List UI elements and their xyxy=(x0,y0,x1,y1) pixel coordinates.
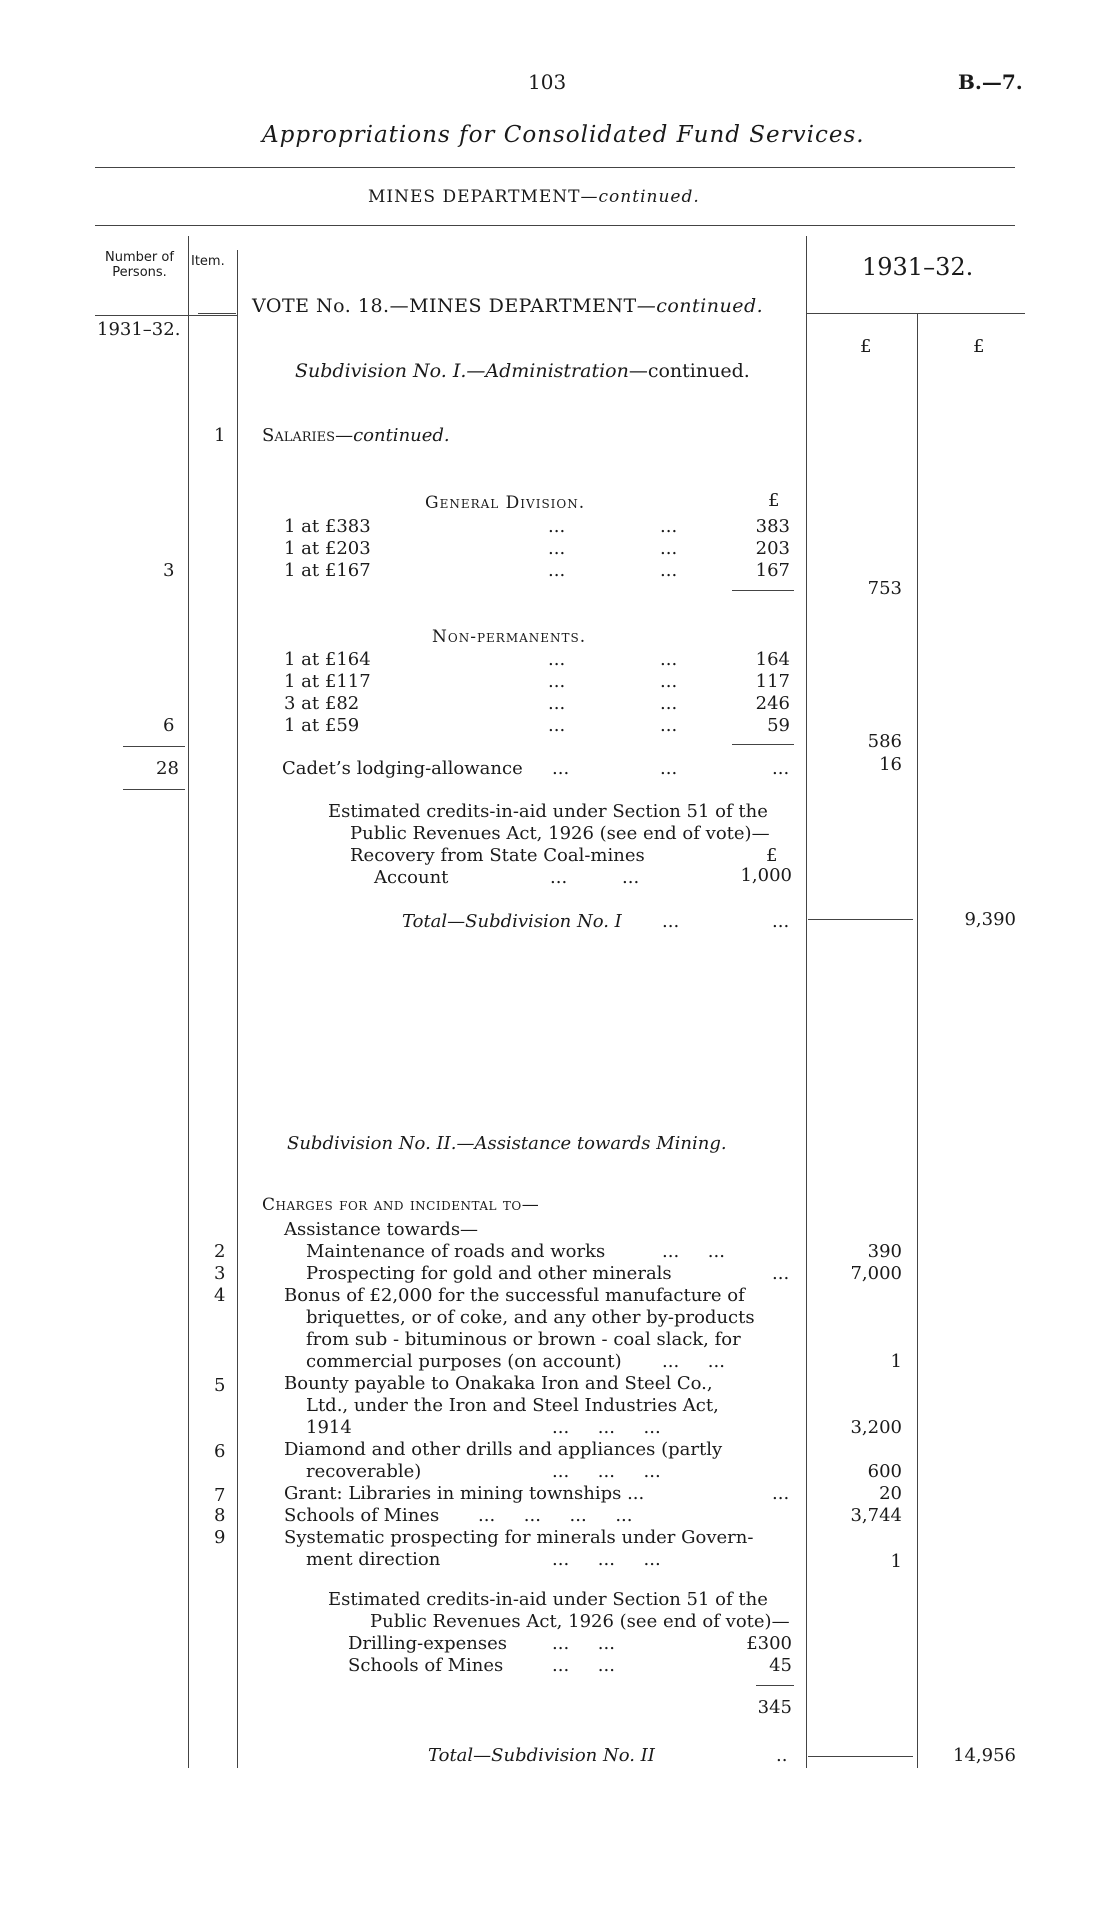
leader-dots: ... xyxy=(622,867,640,888)
leader-dots: ... xyxy=(660,516,678,537)
leader-dots: ... xyxy=(660,671,678,692)
year-column-header: 1931–32. xyxy=(862,253,974,281)
charge-line: 1914 xyxy=(306,1417,352,1438)
total-column-rule xyxy=(917,314,918,1768)
pound-sign-col1: £ xyxy=(860,336,872,357)
subdivision-2-heading: Subdivision No. II.—Assistance towards Mining. xyxy=(287,1133,727,1154)
charge-line: recoverable) xyxy=(306,1461,422,1482)
leader-dots: ... ... ... ... xyxy=(478,1505,633,1526)
item-number-8: 8 xyxy=(214,1505,226,1526)
credits-pound-sign: £ xyxy=(766,845,778,866)
item-number-6: 6 xyxy=(214,1441,226,1462)
amount-column-rule xyxy=(806,236,807,1768)
leader-dots: ... xyxy=(548,693,566,714)
charge-value: 390 xyxy=(867,1241,902,1262)
leader-dots: ... ... ... xyxy=(552,1417,661,1438)
subdivision-1-total-value: 9,390 xyxy=(964,909,1016,930)
nonperm-persons-count: 6 xyxy=(163,715,175,736)
leader-dots: ... xyxy=(548,538,566,559)
charge-value: 1 xyxy=(890,1351,902,1372)
general-row-value: 383 xyxy=(755,516,790,537)
nonperm-row-label: 1 at £117 xyxy=(284,671,371,692)
charge-line: briquettes, or of coke, and any other by-products xyxy=(306,1307,755,1328)
general-subtotal-rule xyxy=(732,590,794,591)
general-division-total: 753 xyxy=(867,578,902,599)
header-rule-top xyxy=(95,167,1015,168)
item-header-rule xyxy=(198,313,236,314)
page-title: Appropriations for Consolidated Fund Services. xyxy=(262,122,865,148)
general-persons-count: 3 xyxy=(163,560,175,581)
charge-value: 7,000 xyxy=(850,1263,902,1284)
persons-column-rule xyxy=(188,236,189,1768)
subdivision-1-total-label: Total—Subdivision No. I xyxy=(402,911,622,932)
nonperm-row-value: 246 xyxy=(755,693,790,714)
leader-dots: ... xyxy=(660,715,678,736)
department-heading: MINES DEPARTMENT—continued. xyxy=(368,187,700,207)
leader-dots: ... xyxy=(550,867,568,888)
non-permanents-heading: Non-permanents. xyxy=(432,627,587,647)
subdivision-2-total-rule xyxy=(808,1756,913,1757)
credits-row-value: £300 xyxy=(746,1633,792,1654)
leader-dots: ... xyxy=(772,758,790,779)
leader-dots: ... xyxy=(772,1483,790,1504)
leader-dots: ... xyxy=(552,758,570,779)
year-header-rule xyxy=(807,313,1025,314)
leader-dots: ... xyxy=(772,911,790,932)
item-number-1: 1 xyxy=(214,425,226,446)
subdivision-1-total-rule xyxy=(808,919,913,920)
item-column-header: Item. xyxy=(191,254,225,269)
nonperm-subtotal-rule xyxy=(732,744,794,745)
leader-dots: ... xyxy=(548,649,566,670)
charge-value: 3,200 xyxy=(850,1417,902,1438)
leader-dots: ... xyxy=(660,693,678,714)
charge-value: 3,744 xyxy=(850,1505,902,1526)
leader-dots: ... ... ... xyxy=(552,1461,661,1482)
cadet-allowance-value: 16 xyxy=(879,754,902,775)
general-row-label: 1 at £203 xyxy=(284,538,371,559)
leader-dots: ... xyxy=(660,560,678,581)
general-division-heading: General Division. xyxy=(425,493,586,513)
leader-dots: ... ... xyxy=(552,1633,615,1654)
credits-row-label: Schools of Mines xyxy=(348,1655,504,1676)
credits-subtotal-rule xyxy=(756,1685,794,1686)
leader-dots: ... xyxy=(772,1263,790,1284)
charge-line: Diamond and other drills and appliances (partly xyxy=(284,1439,723,1460)
item-number-9: 9 xyxy=(214,1527,226,1548)
item-number-5: 5 xyxy=(214,1375,226,1396)
leader-dots: ... ... ... xyxy=(552,1549,661,1570)
vote-title: VOTE No. 18.—MINES DEPARTMENT—continued. xyxy=(252,295,764,317)
persons-subtotal-rule xyxy=(123,746,185,747)
nonperm-row-value: 164 xyxy=(755,649,790,670)
item-number-7: 7 xyxy=(214,1485,226,1506)
document-code: B.—7. xyxy=(958,70,1023,94)
charge-value: 1 xyxy=(890,1551,902,1572)
leader-dots: ... xyxy=(660,649,678,670)
nonperm-row-value: 59 xyxy=(767,715,790,736)
charge-line: Bounty payable to Onakaka Iron and Steel Co., xyxy=(284,1373,713,1394)
leader-dots: ... ... xyxy=(552,1655,615,1676)
header-rule-bottom xyxy=(95,225,1015,226)
nonperm-row-label: 1 at £164 xyxy=(284,649,371,670)
leader-dots: ... xyxy=(660,538,678,559)
charge-value: 600 xyxy=(867,1461,902,1482)
leader-dots: ... xyxy=(662,911,680,932)
nonperm-row-value: 117 xyxy=(755,671,790,692)
item-number-3: 3 xyxy=(214,1263,226,1284)
leader-dots: ... xyxy=(548,516,566,537)
leader-dots: ... ... xyxy=(662,1351,725,1372)
charge-line: Systematic prospecting for minerals under Govern- xyxy=(284,1527,754,1548)
non-permanents-total: 586 xyxy=(867,731,902,752)
charge-line: Maintenance of roads and works xyxy=(306,1241,606,1262)
charge-line: Schools of Mines xyxy=(284,1505,440,1526)
credits-text-line: Account xyxy=(374,867,449,888)
credits-value: 1,000 xyxy=(740,865,792,886)
general-row-value: 167 xyxy=(755,560,790,581)
charge-line: commercial purposes (on account) xyxy=(306,1351,622,1372)
leader-dots: ... xyxy=(548,715,566,736)
persons-header-rule xyxy=(95,315,238,316)
credits-total-value: 345 xyxy=(757,1697,792,1718)
persons-total-rule xyxy=(123,789,185,790)
pound-sign-col2: £ xyxy=(973,336,985,357)
assistance-heading: Assistance towards— xyxy=(284,1219,479,1240)
charge-value: 20 xyxy=(879,1483,902,1504)
general-row-value: 203 xyxy=(755,538,790,559)
nonperm-row-label: 1 at £59 xyxy=(284,715,360,736)
cadet-allowance-label: Cadet’s lodging-allowance xyxy=(282,758,523,779)
item-number-4: 4 xyxy=(214,1285,226,1306)
leader-dots: ... xyxy=(548,671,566,692)
general-row-label: 1 at £383 xyxy=(284,516,371,537)
total-persons-count: 28 xyxy=(156,758,179,779)
credits-text-line: Public Revenues Act, 1926 (see end of vote)— xyxy=(350,823,770,844)
persons-column-header: Number of Persons. xyxy=(105,250,174,280)
credits-text-line: Estimated credits-in-aid under Section 51 of the xyxy=(328,801,768,822)
credits-text-line: Public Revenues Act, 1926 (see end of vote)— xyxy=(370,1611,790,1632)
charge-line: ment direction xyxy=(306,1549,441,1570)
charge-line: from sub - bituminous or brown - coal slack, for xyxy=(306,1329,741,1350)
credits-text-line: Recovery from State Coal-mines xyxy=(350,845,645,866)
subdivision-1-heading: Subdivision No. I.—Administration—continued. xyxy=(295,360,750,382)
general-division-pound: £ xyxy=(768,490,780,511)
credits-text-line: Estimated credits-in-aid under Section 51 of the xyxy=(328,1589,768,1610)
leader-dots: ... ... xyxy=(662,1241,725,1262)
charges-heading: Charges for and incidental to— xyxy=(262,1195,540,1215)
credits-row-value: 45 xyxy=(769,1655,792,1676)
credits-row-label: Drilling-expenses xyxy=(348,1633,507,1654)
persons-year-label: 1931–32. xyxy=(97,319,181,340)
subdivision-2-total-label: Total—Subdivision No. II xyxy=(428,1745,655,1766)
leader-dots: ... xyxy=(548,560,566,581)
leader-dots: .. xyxy=(776,1745,788,1766)
leader-dots: ... xyxy=(660,758,678,779)
salaries-heading: Salaries—continued. xyxy=(262,425,450,446)
general-row-label: 1 at £167 xyxy=(284,560,371,581)
charge-line: Ltd., under the Iron and Steel Industries Act, xyxy=(306,1395,719,1416)
subdivision-2-total-value: 14,956 xyxy=(953,1745,1016,1766)
charge-line: Grant: Libraries in mining townships ... xyxy=(284,1483,645,1504)
charge-line: Prospecting for gold and other minerals xyxy=(306,1263,672,1284)
page-number: 103 xyxy=(528,70,567,94)
charge-line: Bonus of £2,000 for the successful manufacture of xyxy=(284,1285,745,1306)
item-number-2: 2 xyxy=(214,1241,226,1262)
item-column-rule xyxy=(237,250,238,1768)
nonperm-row-label: 3 at £82 xyxy=(284,693,360,714)
